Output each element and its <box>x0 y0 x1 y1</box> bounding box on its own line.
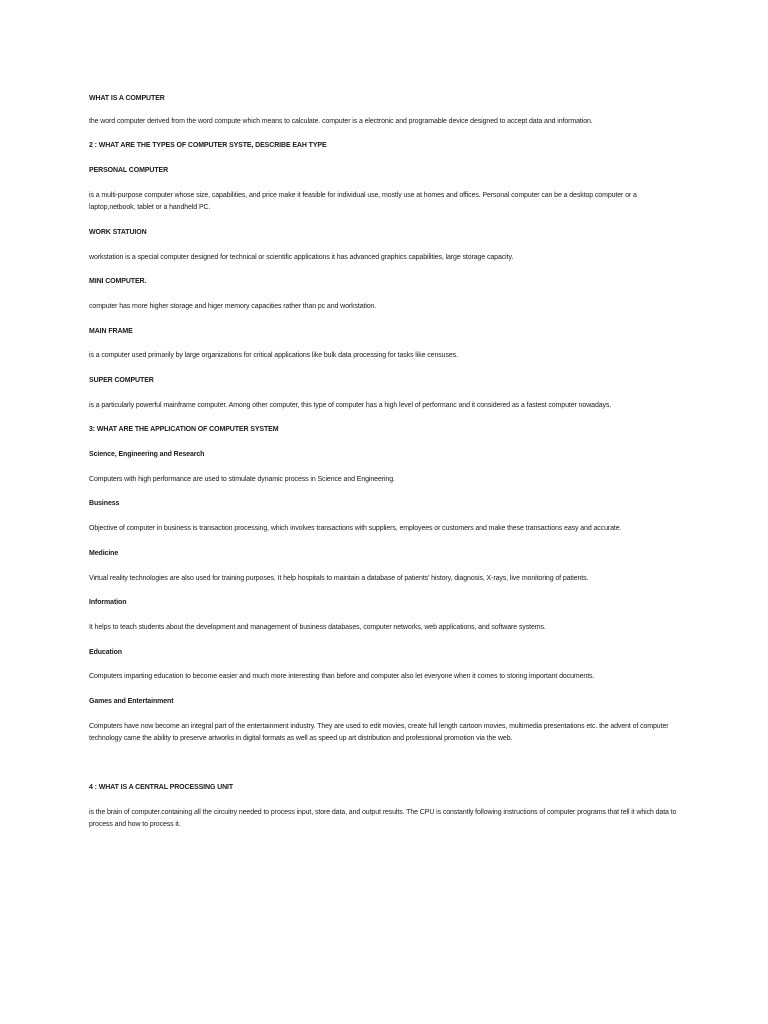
paragraph-games-entertainment: Computers have now become an integral part of the entertainment industry. They are used to edit movies, create full length cartoon movies, multimedia presentations etc. the advent of computer technology came the ability to preserve artworks in digital formats as well as speed up art distribution and professional promotion via the web. <box>89 723 669 742</box>
heading-personal-computer: PERSONAL COMPUTER <box>89 167 169 174</box>
heading-business: Business <box>89 500 120 507</box>
heading-types-of-computer-system: 2 : WHAT ARE THE TYPES OF COMPUTER SYSTE, DESCRIBE EAH TYPE <box>89 142 327 149</box>
paragraph-information: It helps to teach students about the development and management of business databases, computer networks, web applications, and software systems. <box>89 624 546 631</box>
heading-games-entertainment: Games and Entertainment <box>89 698 174 705</box>
heading-super-computer: SUPER COMPUTER <box>89 377 154 384</box>
heading-mini-computer: MINI COMPUTER. <box>89 278 147 285</box>
paragraph-mini-computer: computer has more higher storage and higer memory capacities rather than pc and workstation. <box>89 303 377 310</box>
paragraph-super-computer: is a particularly powerful mainframe computer. Among other computer, this type of computer has a high level of performanc and it considered as a fastest computer nowadays. <box>89 402 612 409</box>
paragraph-main-frame: is a computer used primarily by large organizations for critical applications like bulk data processing for tasks like censuses. <box>89 352 458 359</box>
heading-information: Information <box>89 599 127 606</box>
heading-main-frame: MAIN FRAME <box>89 328 133 335</box>
heading-central-processing-unit: 4 : WHAT IS A CENTRAL PROCESSING UNIT <box>89 784 234 791</box>
paragraph-personal-computer: is a multi-purpose computer whose size, capabilities, and price make it feasible for individual use, mostly use at homes and offices. Personal computer can be a desktop computer or a laptop,netbook, tablet or a handheld PC. <box>89 192 637 211</box>
heading-work-station: WORK STATUION <box>89 229 147 236</box>
paragraph-science-engineering-research: Computers with high performance are used to stimulate dynamic process in Science and Engineering. <box>89 476 395 483</box>
paragraph-education: Computers imparting education to become easier and much more interesting than before and computer also let everyone when it comes to storing important documents. <box>89 673 595 680</box>
heading-medicine: Medicine <box>89 550 119 557</box>
heading-what-is-a-computer: WHAT IS A COMPUTER <box>89 95 165 102</box>
heading-science-engineering-research: Science, Engineering and Research <box>89 451 205 458</box>
paragraph-work-station: workstation is a special computer designed for technical or scientific applications it has advanced graphics capabilities, large storage capacity. <box>89 254 514 261</box>
heading-education: Education <box>89 649 122 656</box>
heading-applications-of-computer-system: 3: WHAT ARE THE APPLICATION OF COMPUTER SYSTEM <box>89 426 279 433</box>
paragraph-medicine: Virtual reality technologies are also used for training purposes. It help hospitals to maintain a database of patients’ history, diagnosis, X-rays, live monitoring of patients. <box>89 575 589 582</box>
paragraph-computer-definition: the word computer derived from the word compute which means to calculate. computer is a electronic and programable device designed to accept data and information. <box>89 118 593 125</box>
paragraph-business: Objective of computer in business is transaction processing, which involves transactions with suppliers, employees or customers and make these transactions easy and accurate. <box>89 525 622 532</box>
paragraph-central-processing-unit: is the brain of computer.containing all the circuitry needed to process input, store data, and output results. The CPU is constantly following instructions of computer programs that tell it which data to process and how to process it. <box>89 809 677 828</box>
